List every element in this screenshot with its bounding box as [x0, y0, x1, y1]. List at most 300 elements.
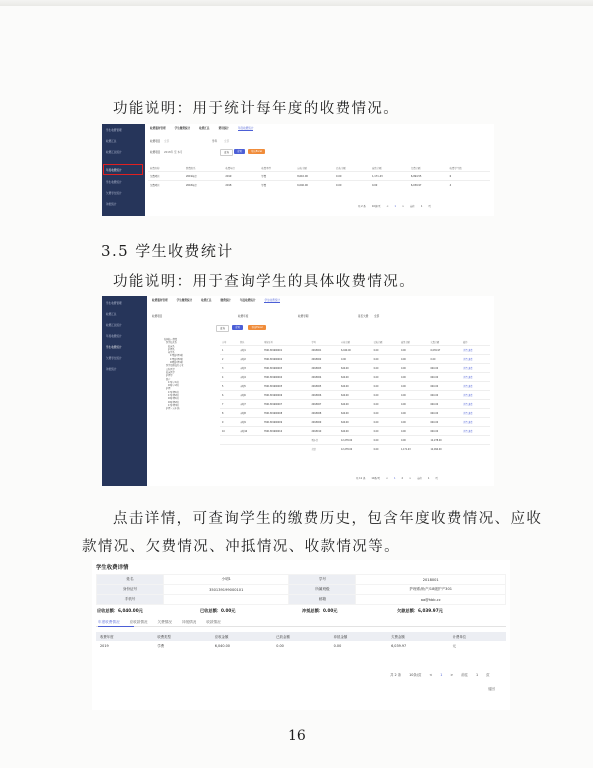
- tree-node[interactable]: 17级护理2班: [170, 357, 183, 361]
- table-cell: 2019: [100, 643, 109, 648]
- table-cell: 2018003: [309, 364, 339, 373]
- detail-link[interactable]: 详情: [463, 367, 468, 370]
- highlight-box: [103, 164, 143, 175]
- table-cell: 2018007: [309, 400, 339, 409]
- table-cell: 小明5: [238, 382, 262, 391]
- query-button[interactable]: 查询: [216, 325, 229, 332]
- column-header: 减免金额: [371, 166, 382, 170]
- back-button[interactable]: 返回: [488, 687, 495, 691]
- export-button[interactable]: 导出Excel: [248, 325, 266, 330]
- tab-active-underline: [98, 626, 134, 627]
- pager-size[interactable]: 10条/页: [409, 673, 422, 677]
- table-cell: 小明1: [238, 346, 262, 355]
- tab-offset[interactable]: 冲抵情况: [181, 620, 197, 624]
- pager-next[interactable]: >: [402, 205, 405, 208]
- sidebar-item-6[interactable]: 欠费学生统计: [106, 357, 122, 360]
- subtotal-label: 页小计: [309, 436, 339, 445]
- table-cell: 640.00: [429, 427, 462, 436]
- filter-term-label: 收费学期: [298, 315, 309, 318]
- total-label: 合计: [309, 445, 339, 454]
- table-cell: 0.00: [276, 643, 284, 648]
- table-row: [148, 181, 490, 190]
- tree-node[interactable]: 18护产2班: [168, 384, 179, 388]
- table-cell: 6,994.55: [409, 172, 448, 181]
- table-cell: 6,039.97: [409, 181, 448, 190]
- refund-link[interactable]: 退费: [468, 394, 473, 397]
- column-header: 已收金额: [336, 166, 346, 170]
- tab-annual-stats[interactable]: 年度收费统计: [237, 127, 254, 130]
- table-cell: 0.00: [339, 355, 372, 364]
- table-cell: 2018: [223, 181, 259, 190]
- column-header: 收费名称: [150, 166, 160, 170]
- table-cell: 10: [220, 427, 238, 436]
- table-cell: 12,994.00: [429, 445, 462, 454]
- table-cell: 1,171.43: [370, 172, 409, 181]
- column-header: 欠费金额: [410, 166, 421, 170]
- tree-node[interactable]: 18护理2班: [168, 400, 179, 404]
- detail-link[interactable]: 详情: [463, 358, 468, 361]
- tree-node[interactable]: 护理系: [168, 347, 175, 351]
- pager-page[interactable]: 1: [394, 205, 397, 208]
- table-cell: 0.00: [372, 409, 399, 418]
- sidebar-item-4[interactable]: 年度收费统计: [106, 335, 122, 338]
- pager-unit: 页: [428, 205, 431, 208]
- table-cell: 0.00: [399, 391, 429, 400]
- table-cell: 0.00: [372, 364, 399, 373]
- tab-2[interactable]: 学生缴费统计: [174, 127, 191, 130]
- table-cell: 0.00: [399, 436, 429, 445]
- tab-student-stats[interactable]: 学生收费统计: [264, 299, 280, 302]
- column-header: 序号: [222, 340, 227, 344]
- info-key: 身份证号: [97, 585, 164, 595]
- refund-link[interactable]: 退费: [468, 367, 473, 370]
- pager-prev[interactable]: <: [386, 205, 389, 208]
- table-cell: 640.00: [339, 364, 372, 373]
- column-header: 欠费金额: [430, 340, 440, 344]
- sum-offset: 冲抵总额：0.00元: [302, 608, 338, 613]
- tab-3[interactable]: 收费汇总: [199, 127, 210, 130]
- column-header: 冲抵金额: [330, 632, 387, 641]
- table-cell: 3501391990008: [262, 409, 309, 418]
- pager-total: 共 2 条: [390, 673, 402, 677]
- detail-link[interactable]: 详情: [463, 421, 468, 424]
- table-cell: 3501391990007: [262, 400, 309, 409]
- pager-size[interactable]: 10条/页: [371, 477, 380, 480]
- sum-arrears: 欠款总额：6,039.97元: [397, 608, 443, 613]
- sum-receivable: 应收总额：6,040.00元: [97, 608, 143, 613]
- table-cell: 0.00: [429, 355, 462, 364]
- column-header: 收费年度: [96, 632, 153, 641]
- table-cell: 2018001: [309, 346, 339, 355]
- info-key: 邮箱: [289, 595, 356, 605]
- student-detail-screenshot: [92, 560, 510, 710]
- pager-next[interactable]: >: [409, 477, 412, 480]
- pagination: [382, 672, 490, 677]
- refund-link[interactable]: 退费: [468, 358, 473, 361]
- table-cell: 0.00: [399, 355, 429, 364]
- pager-page[interactable]: 1: [440, 673, 443, 677]
- table-cell: 3: [220, 364, 238, 373]
- tree-node[interactable]: 校园统一缴费: [164, 338, 178, 341]
- table-cell: 640.00: [429, 373, 462, 382]
- detail-link[interactable]: 详情: [463, 385, 468, 388]
- pager-goto-input[interactable]: 1: [420, 205, 423, 208]
- table-cell: 6,040.00: [339, 346, 372, 355]
- column-header: 收费类型: [261, 166, 271, 170]
- table-row: [148, 172, 490, 181]
- tree-node[interactable]: 18级护理1班: [170, 361, 183, 365]
- refund-link[interactable]: 退费: [468, 385, 473, 388]
- tab-4[interactable]: 费用统计: [218, 127, 229, 130]
- table-cell: 2019: [223, 172, 259, 181]
- column-header: 操作: [463, 340, 468, 344]
- tree-node[interactable]: 18护理1班: [168, 397, 179, 401]
- table-row: [220, 373, 490, 382]
- reset-button[interactable]: 重置: [234, 149, 245, 154]
- sidebar-item-6[interactable]: 欠费学生统计: [106, 192, 122, 195]
- pagination: [350, 476, 438, 480]
- table-cell: 0.00: [399, 382, 429, 391]
- refund-link[interactable]: 退费: [468, 430, 473, 433]
- table-cell: 0.00: [334, 181, 370, 190]
- tab-annual[interactable]: 年度收费情况: [98, 620, 120, 624]
- pager-page-1[interactable]: 1: [394, 477, 396, 480]
- table-cell: 小明3: [238, 364, 262, 373]
- pager-unit: 页: [486, 673, 490, 677]
- paragraph-student-stats: 功能说明：用于查询学生的具体收费情况。: [113, 274, 416, 290]
- tree-node[interactable]: 临床系: [168, 344, 175, 348]
- table-cell: 640.00: [339, 391, 372, 400]
- table-cell: 小明7: [238, 400, 262, 409]
- refund-link[interactable]: 退费: [468, 376, 473, 379]
- table-cell: 0.00: [399, 364, 429, 373]
- column-header: 计费单位: [449, 632, 506, 641]
- tree-node[interactable]: 17级护理1班: [170, 354, 183, 358]
- refund-link[interactable]: 退费: [468, 412, 473, 415]
- pager-goto-input[interactable]: 1: [476, 673, 479, 677]
- student-stats-table: [220, 338, 490, 453]
- filter-fee-item-label: 收费项目: [152, 315, 163, 318]
- sidebar-menu: [102, 296, 147, 486]
- table-cell: 2018009: [309, 418, 339, 427]
- table-cell: 0.00: [372, 391, 399, 400]
- table-cell: 3501391990009: [262, 418, 309, 427]
- table-cell: 640.00: [429, 382, 462, 391]
- info-value: aa@hbb.cc: [356, 595, 506, 605]
- tree-node[interactable]: 药学系: [168, 351, 175, 355]
- table-cell: 学费: [259, 172, 295, 181]
- tab-2[interactable]: 学生缴费统计: [176, 299, 193, 302]
- detail-link[interactable]: 详情: [463, 376, 468, 379]
- tree-node[interactable]: 护理学: [166, 374, 173, 378]
- table-cell: 12,278.00: [339, 436, 372, 445]
- subtotal-row: [220, 436, 490, 445]
- info-row: [97, 585, 506, 595]
- table-cell: 3501391990001: [262, 346, 309, 355]
- table-cell: 2: [220, 355, 238, 364]
- info-value: [164, 595, 289, 605]
- table-cell: 元: [452, 644, 456, 648]
- table-cell: 0.00: [372, 427, 399, 436]
- pager-unit: 页: [435, 477, 438, 480]
- tree-node[interactable]: 临床医学: [166, 370, 175, 374]
- annual-stats-table: [148, 164, 490, 189]
- tab-underline: [96, 626, 506, 627]
- table-cell: 0.00: [372, 400, 399, 409]
- table-cell: 6: [448, 172, 490, 181]
- info-row: [97, 595, 506, 605]
- table-cell: 0.00: [372, 373, 399, 382]
- table-cell: 小明2: [238, 355, 262, 364]
- table-cell: 0.00: [370, 181, 409, 190]
- column-header: 学号: [311, 340, 316, 344]
- top-tabs: [152, 298, 289, 304]
- table-cell: 640.00: [429, 409, 462, 418]
- tree-node[interactable]: 护理（五年制）: [166, 407, 182, 411]
- table-cell: 0.00: [372, 418, 399, 427]
- tree-node[interactable]: 17护理1班: [168, 390, 179, 394]
- table-cell: 0.00: [399, 400, 429, 409]
- refund-link[interactable]: 退费: [468, 421, 473, 424]
- table-cell: 小明8: [238, 409, 262, 418]
- pagination: [352, 204, 431, 208]
- tab-1[interactable]: 收费服务管理: [150, 127, 166, 130]
- tree-node[interactable]: 医学影像技术专业: [166, 364, 184, 368]
- sidebar-item-annual-stats[interactable]: 年度收费统计: [106, 169, 122, 172]
- table-cell: 640.00: [339, 427, 372, 436]
- column-header: 收费年度: [225, 166, 235, 170]
- table-cell: 7: [220, 400, 238, 409]
- class-tree: [164, 338, 184, 411]
- detail-link[interactable]: 详情: [463, 394, 468, 397]
- sidebar-item-3[interactable]: 收费汇总统计: [106, 151, 122, 154]
- table-cell: 6,039.97: [391, 643, 407, 648]
- info-row: [97, 575, 506, 585]
- filter-date-input[interactable]: 2018年 至 本月: [164, 151, 183, 154]
- column-header: 已收金额: [373, 340, 383, 344]
- table-cell: 6,040.00: [295, 181, 334, 190]
- column-header: 已收金额: [272, 632, 329, 641]
- detail-link[interactable]: 详情: [463, 349, 468, 352]
- column-header: 收费类型: [153, 632, 210, 641]
- table-cell: 6,039.97: [429, 346, 462, 355]
- paragraph-annual-stats: 功能说明：用于统计每年度的收费情况。: [113, 101, 400, 117]
- table-cell: 0.00: [334, 172, 370, 181]
- filter-date-label: 收费项目: [150, 151, 161, 154]
- column-header: 缴费院系: [185, 166, 196, 170]
- table-row: [96, 641, 506, 650]
- column-header: 身份证号: [264, 340, 273, 344]
- tree-node[interactable]: 17护产1班: [168, 380, 179, 384]
- info-value: 小明1: [164, 575, 289, 585]
- table-cell: 12,278.00: [339, 445, 372, 454]
- tree-node[interactable]: 护理: [166, 387, 171, 391]
- pager-size[interactable]: 10条/页: [371, 205, 381, 208]
- filter-fee-item-input[interactable]: 全部: [164, 140, 170, 143]
- tab-4[interactable]: 缴费统计: [220, 299, 231, 302]
- sidebar-item-3[interactable]: 收费汇总统计: [106, 324, 122, 327]
- table-cell: 0.00: [399, 409, 429, 418]
- refund-link[interactable]: 退费: [468, 349, 473, 352]
- tab-5[interactable]: 年度收费统计: [239, 299, 256, 302]
- pager-prev[interactable]: <: [385, 477, 388, 480]
- table-cell: 2018年度: [184, 181, 223, 190]
- filter-arrears-label: 是否欠费: [358, 315, 369, 318]
- table-cell: 1: [220, 346, 238, 355]
- reset-button[interactable]: 重置: [232, 325, 243, 330]
- student-stats-screenshot: [102, 296, 494, 486]
- table-cell: 0.00: [372, 436, 399, 445]
- pager-page-2[interactable]: 2: [401, 477, 404, 480]
- table-cell: 0.00: [372, 346, 399, 355]
- sidebar-item-student-stats[interactable]: 学生收费统计: [106, 346, 122, 349]
- table-cell: 小明4: [238, 373, 262, 382]
- table-row: [220, 364, 490, 373]
- table-cell: 0.00: [372, 382, 399, 391]
- table-cell: 3501391990003: [262, 364, 309, 373]
- table-cell: 4: [448, 181, 490, 190]
- table-cell: 2018006: [309, 391, 339, 400]
- page-edge-strip: [0, 0, 593, 6]
- table-cell: 小明10: [238, 427, 262, 436]
- table-cell: 小明6: [238, 391, 262, 400]
- pager-goto: 前往: [410, 205, 415, 208]
- pager-goto: 前往: [461, 673, 468, 677]
- detail-title: 学生收费详情: [96, 565, 129, 571]
- tab-arrears[interactable]: 欠费情况: [157, 620, 172, 624]
- tree-node[interactable]: 17护理3班: [168, 403, 179, 407]
- table-cell: 3501391990010: [262, 427, 309, 436]
- column-header: 收费学生数: [449, 166, 462, 170]
- tab-receivable[interactable]: 应收款情况: [129, 620, 148, 624]
- query-button[interactable]: 查询: [220, 149, 233, 156]
- info-value: 护理系/助产/18级护产301: [356, 585, 506, 595]
- column-header: 应收金额: [341, 340, 350, 344]
- refund-link[interactable]: 退费: [468, 403, 473, 406]
- sidebar-item-7[interactable]: 冲抵统计: [106, 368, 117, 371]
- table-row: [220, 355, 490, 364]
- table-cell: 9: [220, 418, 238, 427]
- filter-arrears-select[interactable]: 全部: [374, 315, 380, 318]
- table-row: [220, 400, 490, 409]
- pager-goto: 前往: [417, 477, 422, 480]
- detail-link[interactable]: 详情: [463, 403, 468, 406]
- detail-link[interactable]: 详情: [463, 430, 468, 433]
- table-cell: 640.00: [429, 391, 462, 400]
- table-cell: 3501391990006: [262, 391, 309, 400]
- export-button[interactable]: 导出Excel: [248, 149, 265, 154]
- table-cell: 12,278.00: [429, 436, 462, 445]
- table-cell: 0.00: [333, 643, 342, 648]
- sidebar-item-2[interactable]: 收费汇总: [106, 313, 117, 316]
- table-cell: 2019年度: [184, 172, 223, 181]
- sidebar-item-7[interactable]: 冲抵统计: [106, 203, 117, 206]
- table-cell: 640.00: [339, 400, 372, 409]
- info-key: 所属班级: [289, 585, 356, 595]
- table-row: [220, 409, 490, 418]
- total-row: [220, 445, 490, 454]
- table-cell: 640.00: [339, 373, 372, 382]
- table-cell: 640.00: [339, 418, 372, 427]
- detail-tabs: [98, 620, 231, 625]
- column-header: 应收金额: [297, 166, 307, 170]
- tree-node[interactable]: 助产: [166, 377, 171, 381]
- table-cell: 6,040.00: [214, 643, 230, 648]
- table-cell: 0.00: [399, 373, 429, 382]
- info-key: 手机号: [97, 595, 164, 605]
- table-cell: 640.00: [339, 409, 372, 418]
- table-cell: 8,610.00: [295, 172, 334, 181]
- table-cell: 学费: [157, 644, 165, 648]
- sidebar-item-2[interactable]: 收费汇总: [106, 140, 117, 143]
- table-row: [220, 427, 490, 436]
- table-cell: 2018004: [309, 373, 339, 382]
- pager-total: 共 11 条: [356, 477, 366, 480]
- table-cell: 5: [220, 382, 238, 391]
- tab-payment[interactable]: 收款情况: [206, 620, 221, 624]
- tab-1[interactable]: 收费服务管理: [152, 299, 168, 302]
- pager-goto-input[interactable]: 1: [427, 477, 430, 480]
- info-key: 学号: [289, 575, 356, 585]
- table-cell: 3501391990004: [262, 373, 309, 382]
- pager-prev[interactable]: <: [429, 673, 433, 677]
- sidebar-item-5[interactable]: 学生收费统计: [106, 181, 122, 184]
- tree-node[interactable]: 口腔医学: [166, 367, 175, 371]
- sidebar-item-1[interactable]: 学生收费管理: [106, 129, 122, 132]
- table-cell: 1,171.43: [399, 445, 429, 454]
- table-cell: 8: [220, 409, 238, 418]
- table-cell: 640.00: [339, 382, 372, 391]
- table-cell: 学费: [259, 181, 295, 190]
- filter-year-label: 收费年度: [238, 315, 249, 318]
- table-cell: 3501391990005: [262, 382, 309, 391]
- annual-fee-table: [96, 632, 506, 650]
- table-cell: 3501391990002: [262, 355, 309, 364]
- column-header: 欠费金额: [387, 632, 449, 641]
- info-value: 350139199000101: [164, 585, 289, 595]
- table-cell: 欠费项目: [148, 181, 184, 190]
- column-header: 姓名: [240, 340, 245, 344]
- table-cell: 2018008: [309, 409, 339, 418]
- table-cell: 2018005: [309, 382, 339, 391]
- tree-node[interactable]: 医学技术系: [166, 341, 177, 345]
- table-row: [220, 382, 490, 391]
- column-header: 应收金额: [211, 632, 273, 641]
- info-value: 2018001: [356, 575, 506, 585]
- pager-next[interactable]: >: [450, 673, 454, 677]
- table-cell: 2018010: [309, 427, 339, 436]
- table-cell: 0.00: [399, 418, 429, 427]
- annual-stats-screenshot: [102, 124, 494, 216]
- column-header: 减免金额: [400, 340, 410, 344]
- table-cell: 2018002: [309, 355, 339, 364]
- table-header: [148, 164, 490, 172]
- tab-3[interactable]: 收费汇总: [201, 299, 212, 302]
- detail-link[interactable]: 详情: [463, 412, 468, 415]
- table-row: [220, 418, 490, 427]
- table-cell: 0.00: [399, 346, 429, 355]
- table-cell: 0.00: [372, 445, 399, 454]
- table-cell: 640.00: [429, 364, 462, 373]
- table-cell: 0.00: [399, 427, 429, 436]
- student-info-grid: [96, 574, 506, 605]
- table-cell: 4: [220, 373, 238, 382]
- pager-total: 共 2 条: [358, 205, 366, 208]
- tree-node[interactable]: 17护理2班: [168, 394, 179, 398]
- filter-year-input[interactable]: 全部: [224, 140, 230, 143]
- paragraph-detail-1: 点击详情，可查询学生的缴费历史，包含年度收费情况、应收: [113, 511, 543, 527]
- sidebar-item-1[interactable]: 学生收费管理: [106, 302, 122, 305]
